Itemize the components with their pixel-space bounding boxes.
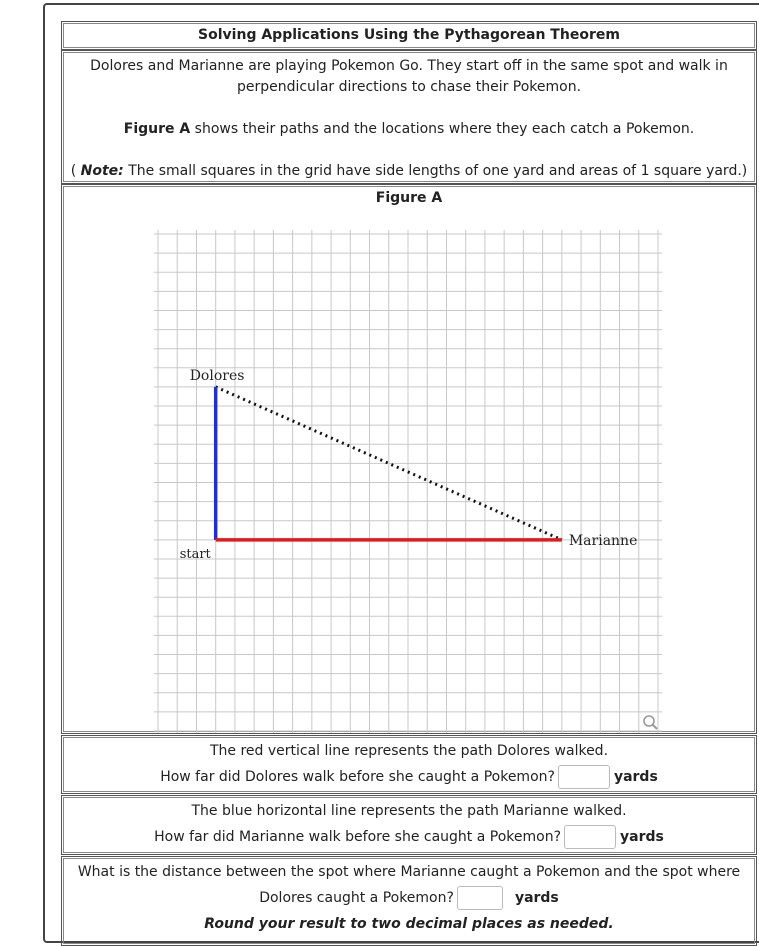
figure-ref-rest: shows their paths and the locations where they each catch a Pokemon.	[190, 121, 695, 137]
figure-a-graph	[62, 185, 756, 733]
question-3	[61, 856, 757, 946]
figure-panel	[61, 184, 757, 734]
figure-ref-bold: Figure A	[123, 121, 191, 137]
q3-unit: yards	[514, 890, 559, 906]
q3-line-1: What is the distance between the spot where Marianne caught a Pokemon and the spot where	[77, 864, 741, 880]
marianne-distance-input[interactable]	[564, 825, 616, 849]
dolores-label: Dolores	[189, 367, 245, 384]
q2-line-1: The blue horizontal line represents the path Marianne walked.	[191, 803, 627, 819]
magnifier-icon[interactable]	[644, 716, 657, 729]
q1-line-2-row	[62, 764, 756, 790]
intro-line-2: perpendicular directions to chase their Pokemon.	[236, 79, 582, 95]
q1-unit: yards	[613, 769, 658, 785]
q1-line-2: How far did Dolores walk before she caught a Pokemon?	[160, 769, 555, 785]
marianne-label: Marianne	[568, 532, 638, 549]
q2-line-2-row	[62, 824, 756, 850]
q1-line-1: The red vertical line represents the path Dolores walked.	[209, 743, 609, 759]
start-label: start	[179, 546, 211, 562]
page-title: Solving Applications Using the Pythagorean Theorem	[61, 21, 757, 50]
problem-intro	[61, 50, 757, 184]
question-2	[61, 795, 757, 855]
grid-lines	[154, 230, 662, 733]
q2-line-2: How far did Marianne walk before she caught a Pokemon?	[154, 829, 561, 845]
q3-line-2: Dolores caught a Pokemon?	[259, 890, 454, 906]
round-instruction: Round your result to two decimal places as needed.	[204, 916, 614, 932]
question-1	[61, 735, 757, 794]
between-distance-input[interactable]	[457, 886, 503, 910]
intro-line-1: Dolores and Marianne are playing Pokemon Go. They start off in the same spot and walk in	[90, 58, 728, 74]
dolores-distance-input[interactable]	[558, 765, 610, 789]
note-text: The small squares in the grid have side lengths of one yard and areas of 1 square yard.)	[123, 163, 748, 179]
q2-unit: yards	[620, 829, 664, 845]
figure-title: Figure A	[375, 190, 443, 206]
figure-reference	[62, 119, 756, 140]
note-open: (	[70, 163, 81, 179]
q3-line-2-row	[62, 885, 756, 911]
grid-note	[62, 161, 756, 182]
note-label: Note:	[80, 163, 124, 179]
